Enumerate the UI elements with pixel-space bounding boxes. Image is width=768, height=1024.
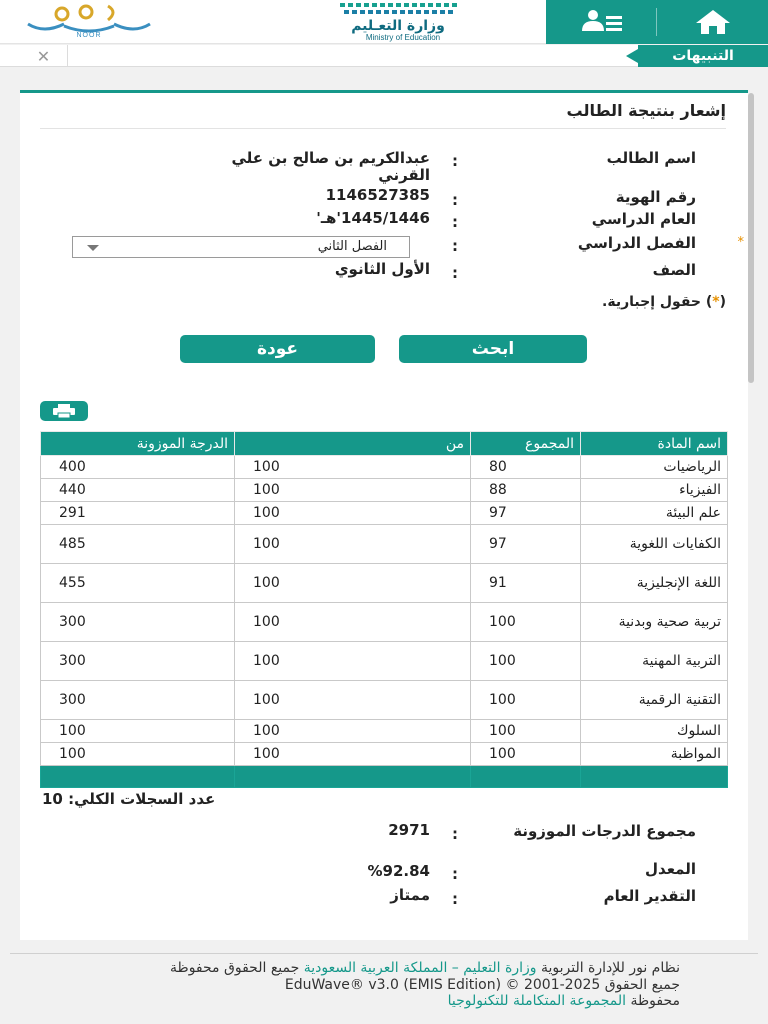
page-scrollbar[interactable]: [748, 93, 754, 383]
grade-level-label: الصف: [652, 261, 696, 279]
header-total[interactable]: المجموع: [471, 432, 581, 456]
required-fields-note: [602, 294, 726, 310]
table-row: [41, 502, 728, 525]
weighted-cell: 455: [41, 564, 235, 603]
colon: :: [452, 264, 458, 282]
student-name-label: اسم الطالب: [606, 149, 696, 167]
from-cell: 100: [235, 456, 471, 479]
weighted-total-label: مجموع الدرجات الموزونة: [513, 822, 696, 840]
colon: :: [452, 237, 458, 255]
search-button[interactable]: ابحث: [399, 335, 587, 363]
ministry-of-education-logo: [328, 0, 478, 44]
from-cell: 100: [235, 502, 471, 525]
close-alerts-button[interactable]: [20, 45, 68, 67]
from-cell: 100: [235, 720, 471, 743]
table-row: [41, 525, 728, 564]
from-cell: 100: [235, 603, 471, 642]
table-footer-row: [41, 766, 728, 788]
total-cell: 88: [471, 479, 581, 502]
weighted-cell: 440: [41, 479, 235, 502]
footer-divider: [10, 953, 758, 954]
noor-emblem-icon: [24, 2, 154, 34]
print-button[interactable]: [40, 401, 88, 421]
header-subject[interactable]: اسم المادة: [581, 432, 728, 456]
header-weighted[interactable]: الدرجة الموزونة: [41, 432, 235, 456]
record-count-value: 10: [42, 790, 63, 808]
grades-table: [40, 431, 728, 788]
weighted-cell: 485: [41, 525, 235, 564]
colon: :: [452, 152, 458, 170]
colon: :: [452, 825, 458, 843]
footer-cell: [581, 766, 728, 788]
from-cell: 100: [235, 564, 471, 603]
total-cell: 100: [471, 743, 581, 766]
overall-grade-value: ممتاز: [390, 886, 430, 904]
average-label: المعدل: [645, 860, 696, 878]
alerts-arrow-icon: [626, 49, 638, 63]
subject-cell: تربية صحية وبدنية: [581, 603, 728, 642]
subject-cell: التقنية الرقمية: [581, 681, 728, 720]
weighted-cell: 291: [41, 502, 235, 525]
id-number-label: رقم الهوية: [615, 188, 696, 206]
table-row: [41, 456, 728, 479]
table-row: [41, 564, 728, 603]
users-button[interactable]: [546, 0, 657, 44]
total-cell: 97: [471, 525, 581, 564]
student-name-value: [70, 150, 430, 184]
table-header-row: [41, 432, 728, 456]
footer: [48, 960, 680, 1010]
footer-rights-text: جميع الحقوق محفوظة: [170, 960, 304, 976]
grade-level-value: الأول الثانوي: [334, 260, 430, 278]
student-result-panel: [20, 90, 748, 940]
weighted-cell: 100: [41, 743, 235, 766]
users-list-icon: [577, 9, 627, 35]
subject-cell: السلوك: [581, 720, 728, 743]
total-cell: 100: [471, 642, 581, 681]
footer-cell: [41, 766, 235, 788]
term-select[interactable]: [72, 236, 410, 258]
weighted-cell: 300: [41, 681, 235, 720]
colon: :: [452, 865, 458, 883]
required-star: *: [737, 235, 744, 250]
home-icon: [693, 8, 733, 36]
total-cell: 91: [471, 564, 581, 603]
total-cell: 100: [471, 603, 581, 642]
subject-cell: اللغة الإنجليزية: [581, 564, 728, 603]
subject-cell: علم البيئة: [581, 502, 728, 525]
noor-logo: [24, 2, 154, 42]
table-row: [41, 720, 728, 743]
from-cell: 100: [235, 743, 471, 766]
nav-button-group: [546, 0, 768, 44]
student-name-line2: القرني: [378, 166, 430, 184]
note-text: ) حقول إجبارية.: [602, 294, 713, 310]
footer-cell: [235, 766, 471, 788]
colon: :: [452, 890, 458, 908]
total-cell: 80: [471, 456, 581, 479]
footer-system-name: نظام نور للإدارة التربوية: [536, 960, 680, 976]
student-name-line1: عبدالكريم بن صالح بن علي: [231, 149, 430, 167]
academic-year-value: 1445/1446'هـ': [316, 209, 430, 227]
footer-line-3: [48, 993, 680, 1010]
record-count: [42, 790, 215, 808]
note-paren: (: [719, 294, 726, 310]
table-row: [41, 743, 728, 766]
weighted-cell: 300: [41, 603, 235, 642]
footer-cell: [471, 766, 581, 788]
subject-cell: التربية المهنية: [581, 642, 728, 681]
from-cell: 100: [235, 525, 471, 564]
top-bar: [0, 0, 768, 44]
footer-company-link[interactable]: المجموعة المتكاملة للتكنولوجيا: [447, 993, 627, 1009]
note-star: *: [712, 294, 720, 310]
header-from[interactable]: من: [235, 432, 471, 456]
close-icon: ✕: [36, 46, 51, 66]
table-row: [41, 603, 728, 642]
home-button[interactable]: [657, 0, 768, 44]
weighted-total-value: 2971: [388, 821, 430, 839]
subject-cell: الرياضيات: [581, 456, 728, 479]
academic-year-label: العام الدراسي: [591, 210, 696, 228]
moe-name-english: Ministry of Education: [365, 33, 441, 42]
id-number-value: 1146527385: [325, 186, 430, 204]
from-cell: 100: [235, 479, 471, 502]
total-cell: 100: [471, 681, 581, 720]
subject-cell: الفيزياء: [581, 479, 728, 502]
term-select-value: الفصل الثاني: [317, 239, 387, 254]
table-row: [41, 642, 728, 681]
back-button[interactable]: عودة: [180, 335, 375, 363]
table-row: [41, 479, 728, 502]
subject-cell: الكفايات اللغوية: [581, 525, 728, 564]
weighted-cell: 300: [41, 642, 235, 681]
weighted-cell: 100: [41, 720, 235, 743]
footer-company-prefix: محفوظة: [626, 993, 680, 1009]
chevron-down-icon: [87, 245, 99, 251]
noor-wordmark: NOOR: [76, 32, 102, 39]
title-divider: [40, 128, 726, 129]
average-value: %92.84: [367, 862, 430, 880]
overall-grade-label: التقدير العام: [603, 887, 696, 905]
from-cell: 100: [235, 681, 471, 720]
weighted-cell: 400: [41, 456, 235, 479]
page-title: إشعار بنتيجة الطالب: [566, 101, 726, 120]
colon: :: [452, 191, 458, 209]
footer-copyright: جميع الحقوق EduWave® v3.0 (EMIS Edition) © 2001-2025: [284, 976, 680, 993]
term-label: الفصل الدراسي: [577, 234, 696, 252]
from-cell: 100: [235, 642, 471, 681]
alerts-bar: [0, 45, 768, 67]
printer-icon: [51, 403, 77, 419]
table-row: [41, 681, 728, 720]
footer-ministry-link[interactable]: وزارة التعليم – المملكة العربية السعودية: [303, 960, 537, 976]
total-cell: 97: [471, 502, 581, 525]
footer-line-1: [48, 960, 680, 977]
moe-name-arabic: وزارة التعـليم: [351, 18, 445, 34]
record-count-label: عدد السجلات الكلي:: [68, 790, 216, 808]
moe-dots-icon: [338, 1, 468, 19]
colon: :: [452, 213, 458, 231]
alerts-tab[interactable]: التنبيهات: [638, 45, 768, 67]
subject-cell: المواظبة: [581, 743, 728, 766]
total-cell: 100: [471, 720, 581, 743]
